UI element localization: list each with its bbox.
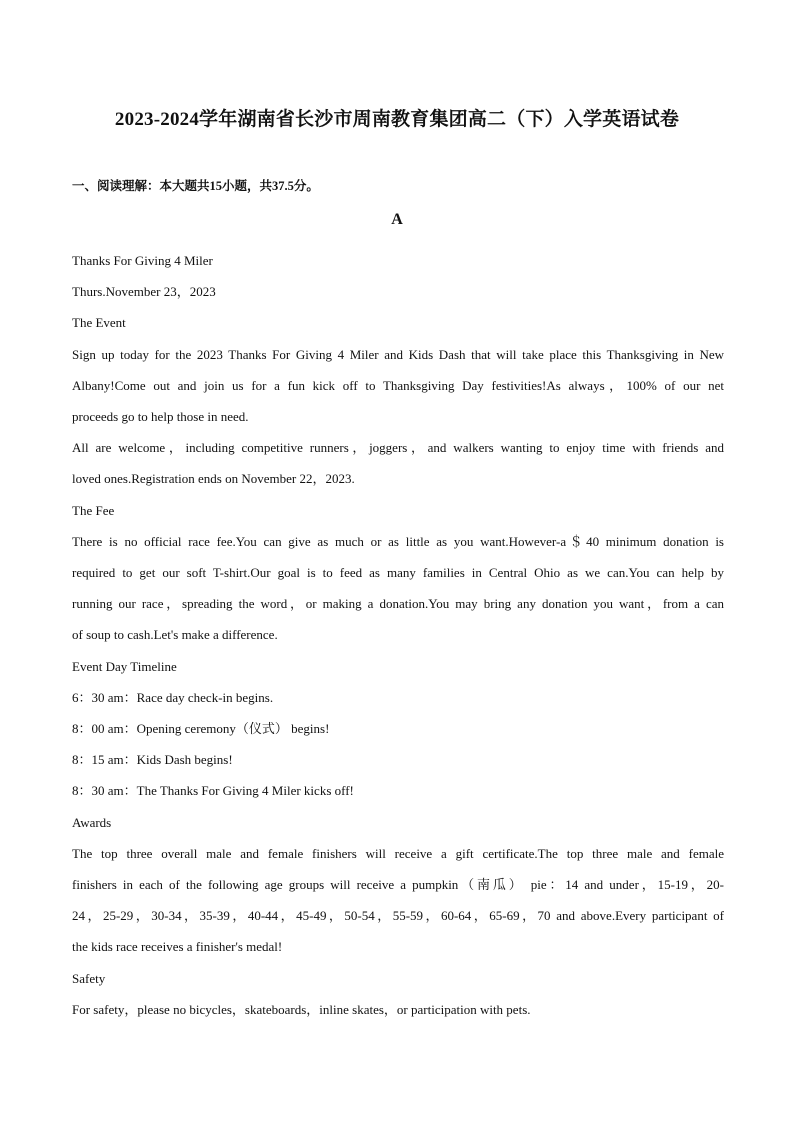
- passage-line: proceeds go to help those in need.: [72, 409, 249, 425]
- passage-line: Thurs.November 23，2023: [72, 284, 216, 300]
- passage-line: 8：00 am：Opening ceremony（仪式） begins!: [72, 721, 330, 737]
- passage-line: Event Day Timeline: [72, 658, 177, 674]
- passage-line: There is no official race fee.You can give as much or as little as you want.However-a＄40 minimum donation is: [72, 533, 724, 549]
- passage-line: required to get our soft T-shirt.Our goal is to feed as many families in Central Ohio as we can.You can help by: [72, 565, 724, 581]
- passage-line: Safety: [72, 970, 106, 986]
- passage-line: Awards: [72, 814, 112, 830]
- passage-line: the kids race receives a finisher's medal!: [72, 939, 283, 955]
- passage-line: finishers in each of the following age groups will receive a pumpkin（南瓜） pie：14 and under，15-19，20-: [72, 877, 724, 893]
- passage-line: 8：15 am：Kids Dash begins!: [72, 752, 233, 768]
- exam-title: 2023-2024学年湖南省长沙市周南教育集团高二（下）入学英语试卷: [114, 109, 680, 130]
- passage-line: All are welcome，including competitive runners，joggers，and walkers wanting to enjoy time with friends and: [72, 440, 724, 456]
- passage-line: 24，25-29，30-34，35-39，40-44，45-49，50-54，55-59，60-64，65-69，70 and above.Every participant of: [72, 908, 724, 924]
- passage-line: The Fee: [72, 502, 115, 518]
- passage-line: running our race，spreading the word，or making a donation.You may bring any donation you want，from a can: [72, 596, 724, 612]
- passage-line: Sign up today for the 2023 Thanks For Giving 4 Miler and Kids Dash that will take place this Thanksgiving in New: [72, 346, 724, 362]
- passage-line: For safety，please no bicycles，skateboards，inline skates，or participation with pets.: [72, 1001, 531, 1017]
- section-heading: 一、阅读理解：本大题共15小题，共37.5分。: [72, 179, 319, 193]
- passage-line: The Event: [72, 315, 126, 331]
- passage-line: 6：30 am：Race day check-in begins.: [72, 689, 274, 705]
- passage-line: loved ones.Registration ends on November 22，2023.: [72, 471, 355, 487]
- passage-line: Albany!Come out and join us for a fun kick off to Thanksgiving Day festivities!As always，100% of our net: [72, 377, 724, 393]
- passage-line: The top three overall male and female finishers will receive a gift certificate.The top three male and female: [72, 845, 724, 861]
- passage-body: [72, 245, 724, 1025]
- passage-line: Thanks For Giving 4 Miler: [72, 253, 213, 268]
- passage-line: of soup to cash.Let's make a difference.: [72, 627, 278, 643]
- passage-line: 8：30 am：The Thanks For Giving 4 Miler kicks off!: [72, 783, 354, 799]
- passage-label: A: [391, 211, 403, 228]
